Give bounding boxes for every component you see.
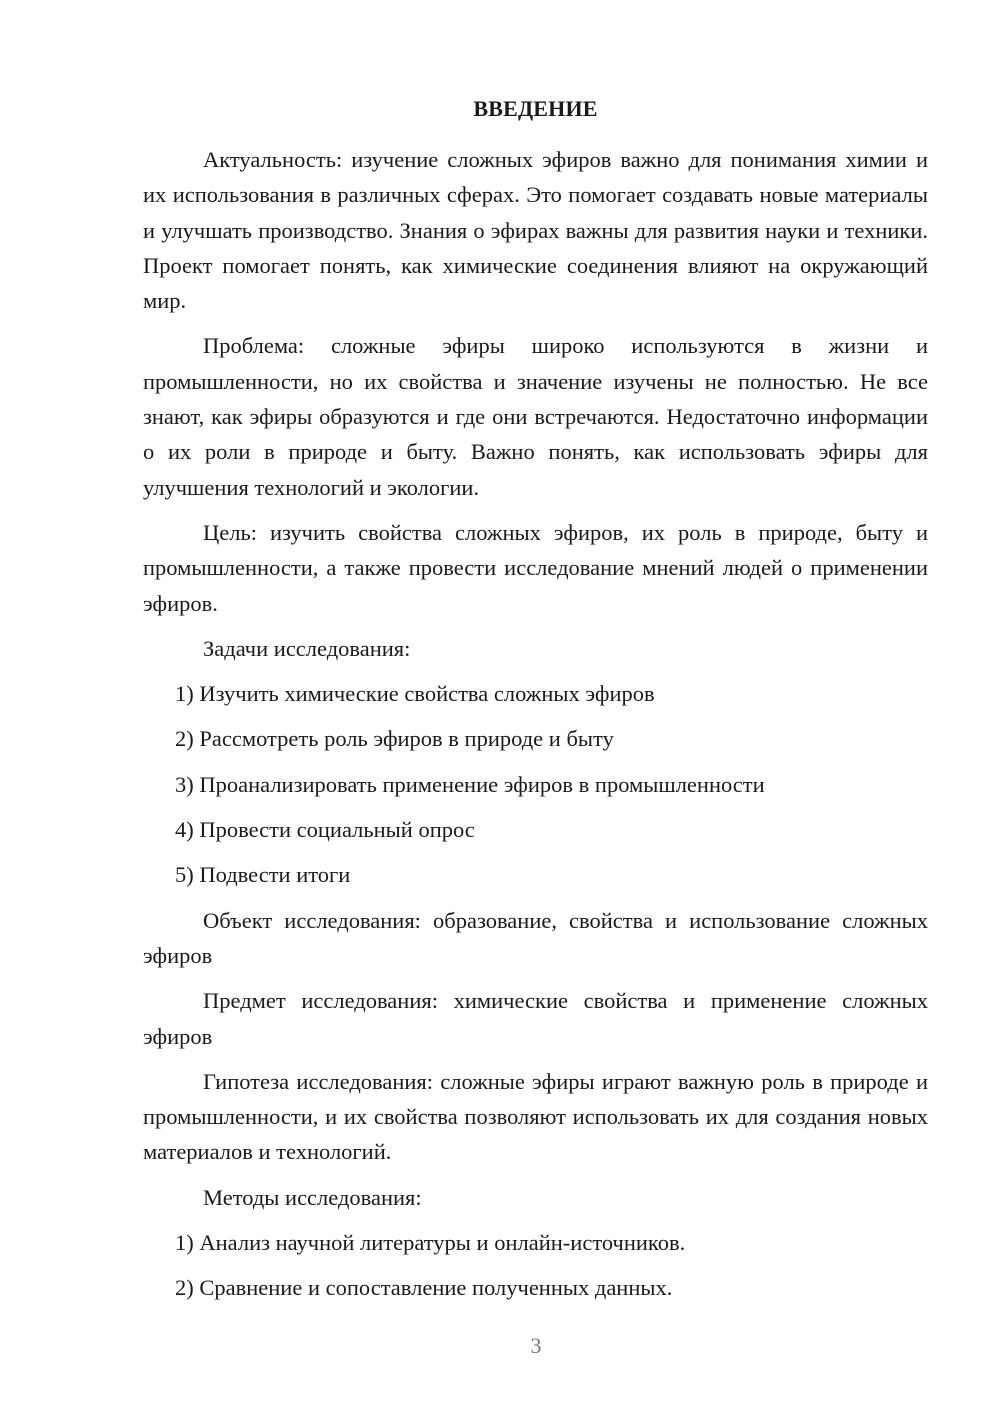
list-item: 2) Рассмотреть роль эфиров в природе и быту (175, 726, 614, 752)
tasks-list (143, 676, 928, 892)
list-item: 1) Изучить химические свойства сложных эфиров (175, 681, 655, 707)
subject-paragraph: Предмет исследования: химические свойства и применение сложных эфиров (143, 988, 928, 1049)
page-title: ВВЕДЕНИЕ (473, 96, 598, 121)
list-item: 5) Подвести итоги (175, 862, 351, 888)
document-page (143, 94, 928, 1316)
list-item: 2) Сравнение и сопоставление полученных данных. (175, 1275, 673, 1301)
relevance-paragraph: Актуальность: изучение сложных эфиров важно для понимания химии и их использования в различных сферах. Это помогает создавать новые материалы и улучшать производство. Знания о эфирах важны для развития науки и техники. Проект помогает понять, как химические соединения влияют на окружающий мир. (143, 147, 928, 314)
problem-paragraph: Проблема: сложные эфиры широко используются в жизни и промышленности, но их свойства и значение изучены не полностью. Не все знают, как эфиры образуются и где они встречаются. Недостаточно информации о их роли в природе и быту. Важно понять, как использовать эфиры для улучшения технологий и экологии. (143, 333, 928, 500)
goal-paragraph: Цель: изучить свойства сложных эфиров, их роль в природе, быту и промышленности, а также провести исследование мнений людей о применении эфиров. (143, 519, 928, 616)
methods-heading: Методы исследования: (203, 1184, 422, 1210)
hypothesis-paragraph: Гипотеза исследования: сложные эфиры играют важную роль в природе и промышленности, и их свойства позволяют использовать их для создания новых материалов и технологий. (143, 1068, 928, 1165)
object-paragraph: Объект исследования: образование, свойства и использование сложных эфиров (143, 907, 928, 968)
list-item: 1) Анализ научной литературы и онлайн-источников. (175, 1230, 686, 1256)
tasks-heading: Задачи исследования: (203, 635, 411, 661)
list-item: 4) Провести социальный опрос (175, 817, 475, 843)
page-number: 3 (530, 1333, 542, 1358)
methods-list (143, 1225, 928, 1306)
list-item: 3) Проанализировать применение эфиров в промышленности (175, 771, 765, 797)
